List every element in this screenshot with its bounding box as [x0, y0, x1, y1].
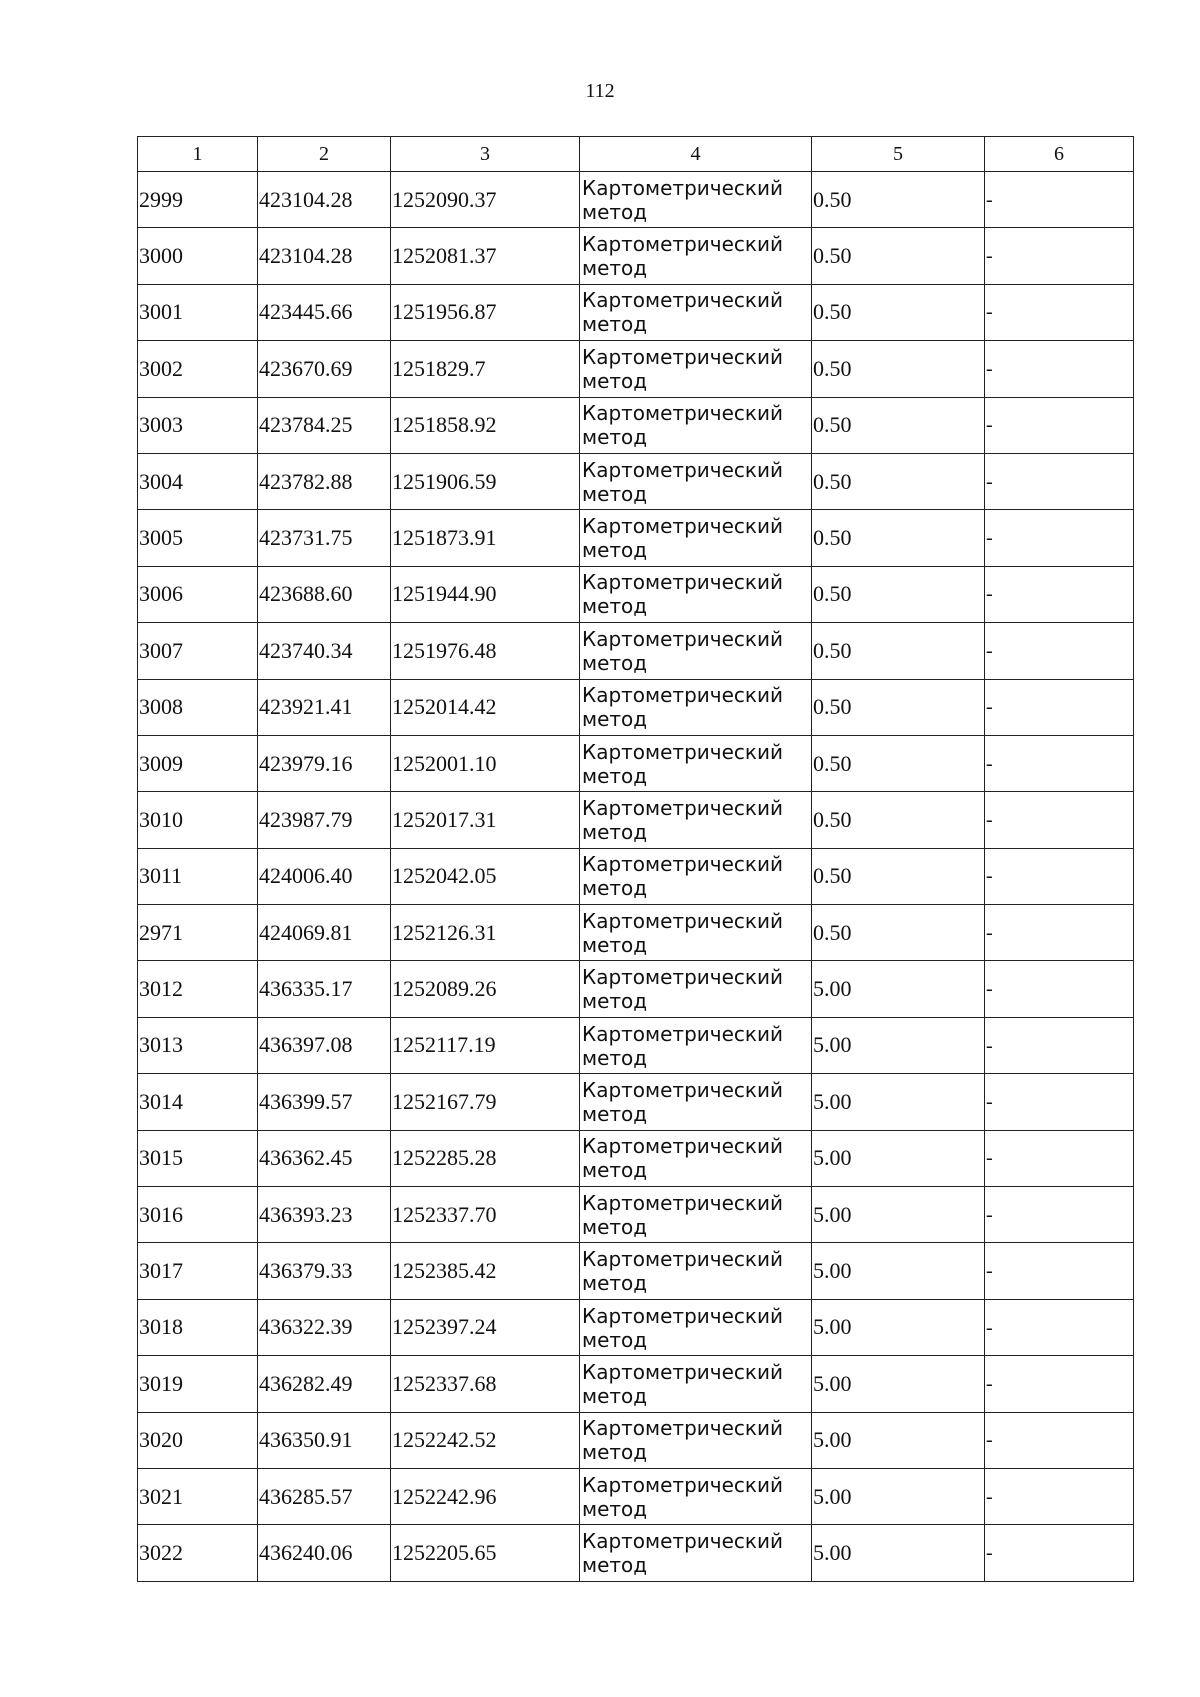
cell-accuracy: 5.00 [812, 1243, 985, 1299]
cell-point: 3018 [138, 1299, 258, 1355]
column-header-2: 2 [258, 137, 391, 172]
cell-note: - [985, 228, 1134, 284]
cell-method [580, 1130, 812, 1186]
cell-x: 436393.23 [258, 1187, 391, 1243]
cell-note: - [985, 1356, 1134, 1412]
cell-point: 3008 [138, 679, 258, 735]
cell-method [580, 1412, 812, 1468]
cell-method [580, 1468, 812, 1524]
cell-x: 436399.57 [258, 1074, 391, 1130]
cell-note: - [985, 341, 1134, 397]
cell-y: 1252001.10 [391, 735, 580, 791]
method-text: Картометрический метод [582, 1529, 783, 1578]
column-header-6: 6 [985, 137, 1134, 172]
cell-note: - [985, 1187, 1134, 1243]
cell-point: 3014 [138, 1074, 258, 1130]
cell-point: 3011 [138, 848, 258, 904]
table-row [138, 1525, 1134, 1581]
cell-accuracy: 0.50 [812, 284, 985, 340]
cell-accuracy: 5.00 [812, 1468, 985, 1524]
cell-y: 1251976.48 [391, 623, 580, 679]
cell-x: 436282.49 [258, 1356, 391, 1412]
table-row [138, 172, 1134, 228]
cell-method [580, 961, 812, 1017]
cell-y: 1251858.92 [391, 397, 580, 453]
table-row [138, 284, 1134, 340]
cell-accuracy: 0.50 [812, 848, 985, 904]
method-text: Картометрический метод [582, 570, 783, 619]
cell-x: 436240.06 [258, 1525, 391, 1581]
cell-note: - [985, 397, 1134, 453]
cell-x: 423731.75 [258, 510, 391, 566]
cell-x: 423987.79 [258, 792, 391, 848]
table-row [138, 905, 1134, 961]
cell-method [580, 397, 812, 453]
cell-method [580, 905, 812, 961]
cell-accuracy: 0.50 [812, 397, 985, 453]
method-text: Картометрический метод [582, 457, 783, 506]
cell-note: - [985, 1468, 1134, 1524]
cell-method [580, 792, 812, 848]
cell-accuracy: 5.00 [812, 1412, 985, 1468]
cell-method [580, 1356, 812, 1412]
cell-x: 423445.66 [258, 284, 391, 340]
cell-y: 1252089.26 [391, 961, 580, 1017]
cell-y: 1252126.31 [391, 905, 580, 961]
table-row [138, 1130, 1134, 1186]
table-row [138, 1356, 1134, 1412]
cell-method [580, 1074, 812, 1130]
cell-accuracy: 5.00 [812, 1356, 985, 1412]
cell-y: 1252081.37 [391, 228, 580, 284]
cell-x: 423782.88 [258, 453, 391, 509]
cell-method [580, 1187, 812, 1243]
cell-point: 3006 [138, 566, 258, 622]
cell-x: 423104.28 [258, 228, 391, 284]
coordinates-table [137, 136, 1134, 1582]
cell-point: 3017 [138, 1243, 258, 1299]
table-row [138, 623, 1134, 679]
cell-point: 3009 [138, 735, 258, 791]
table-row [138, 341, 1134, 397]
cell-x: 436285.57 [258, 1468, 391, 1524]
cell-method [580, 453, 812, 509]
table-row [138, 1017, 1134, 1073]
cell-note: - [985, 1299, 1134, 1355]
cell-y: 1251906.59 [391, 453, 580, 509]
cell-note: - [985, 284, 1134, 340]
method-text: Картометрический метод [582, 344, 783, 393]
cell-point: 3007 [138, 623, 258, 679]
cell-y: 1252205.65 [391, 1525, 580, 1581]
cell-method [580, 1017, 812, 1073]
cell-y: 1252285.28 [391, 1130, 580, 1186]
column-header-3: 3 [391, 137, 580, 172]
cell-y: 1252017.31 [391, 792, 580, 848]
table-row [138, 679, 1134, 735]
cell-x: 423670.69 [258, 341, 391, 397]
cell-accuracy: 5.00 [812, 1299, 985, 1355]
cell-y: 1251944.90 [391, 566, 580, 622]
cell-note: - [985, 623, 1134, 679]
cell-point: 3021 [138, 1468, 258, 1524]
method-text: Картометрический метод [582, 1303, 783, 1352]
cell-accuracy: 0.50 [812, 623, 985, 679]
column-header-4: 4 [580, 137, 812, 172]
cell-point: 3013 [138, 1017, 258, 1073]
table-header [138, 137, 1134, 172]
method-text: Картометрический метод [582, 795, 783, 844]
cell-accuracy: 0.50 [812, 679, 985, 735]
table-row [138, 1243, 1134, 1299]
table-row [138, 735, 1134, 791]
cell-point: 3022 [138, 1525, 258, 1581]
cell-x: 436322.39 [258, 1299, 391, 1355]
method-text: Картометрический метод [582, 626, 783, 675]
cell-x: 436350.91 [258, 1412, 391, 1468]
cell-note: - [985, 510, 1134, 566]
cell-y: 1252117.19 [391, 1017, 580, 1073]
cell-method [580, 848, 812, 904]
table-row [138, 961, 1134, 1017]
cell-note: - [985, 735, 1134, 791]
cell-y: 1251873.91 [391, 510, 580, 566]
method-text: Картометрический метод [582, 232, 783, 281]
cell-y: 1252337.68 [391, 1356, 580, 1412]
method-text: Картометрический метод [582, 1077, 783, 1126]
method-text: Картометрический метод [582, 288, 783, 337]
method-text: Картометрический метод [582, 1190, 783, 1239]
method-text: Картометрический метод [582, 401, 783, 450]
method-text: Картометрический метод [582, 1416, 783, 1465]
cell-accuracy: 5.00 [812, 1074, 985, 1130]
cell-x: 436362.45 [258, 1130, 391, 1186]
cell-note: - [985, 1525, 1134, 1581]
cell-x: 423921.41 [258, 679, 391, 735]
cell-point: 3015 [138, 1130, 258, 1186]
cell-point: 3004 [138, 453, 258, 509]
method-text: Картометрический метод [582, 1359, 783, 1408]
method-text: Картометрический метод [582, 514, 783, 563]
cell-method [580, 735, 812, 791]
cell-note: - [985, 1243, 1134, 1299]
table-row [138, 228, 1134, 284]
cell-note: - [985, 679, 1134, 735]
cell-method [580, 172, 812, 228]
cell-y: 1251956.87 [391, 284, 580, 340]
cell-accuracy: 0.50 [812, 792, 985, 848]
cell-x: 423979.16 [258, 735, 391, 791]
method-text: Картометрический метод [582, 1021, 783, 1070]
cell-x: 424006.40 [258, 848, 391, 904]
cell-accuracy: 0.50 [812, 735, 985, 791]
table-row [138, 510, 1134, 566]
method-text: Картометрический метод [582, 1134, 783, 1183]
cell-note: - [985, 848, 1134, 904]
method-text: Картометрический метод [582, 908, 783, 957]
cell-y: 1252337.70 [391, 1187, 580, 1243]
method-text: Картометрический метод [582, 175, 783, 224]
cell-note: - [985, 172, 1134, 228]
method-text: Картометрический метод [582, 1472, 783, 1521]
cell-y: 1252167.79 [391, 1074, 580, 1130]
header-row [138, 137, 1134, 172]
cell-accuracy: 0.50 [812, 172, 985, 228]
cell-note: - [985, 453, 1134, 509]
table-row [138, 848, 1134, 904]
cell-accuracy: 0.50 [812, 510, 985, 566]
table-row [138, 792, 1134, 848]
cell-accuracy: 5.00 [812, 1525, 985, 1581]
cell-accuracy: 0.50 [812, 228, 985, 284]
table-row [138, 397, 1134, 453]
cell-point: 2999 [138, 172, 258, 228]
cell-accuracy: 0.50 [812, 905, 985, 961]
cell-y: 1252042.05 [391, 848, 580, 904]
cell-method [580, 1243, 812, 1299]
cell-accuracy: 5.00 [812, 961, 985, 1017]
cell-point: 3016 [138, 1187, 258, 1243]
page-number: 112 [585, 80, 615, 102]
table-row [138, 1074, 1134, 1130]
method-text: Картометрический метод [582, 683, 783, 732]
method-text: Картометрический метод [582, 965, 783, 1014]
cell-method [580, 679, 812, 735]
cell-method [580, 341, 812, 397]
column-header-5: 5 [812, 137, 985, 172]
cell-point: 3012 [138, 961, 258, 1017]
table-row [138, 1468, 1134, 1524]
cell-note: - [985, 566, 1134, 622]
cell-point: 3010 [138, 792, 258, 848]
method-text: Картометрический метод [582, 1247, 783, 1296]
table-row [138, 1299, 1134, 1355]
cell-point: 3020 [138, 1412, 258, 1468]
cell-method [580, 510, 812, 566]
cell-method [580, 228, 812, 284]
cell-accuracy: 0.50 [812, 566, 985, 622]
cell-method [580, 1299, 812, 1355]
cell-point: 3002 [138, 341, 258, 397]
cell-accuracy: 0.50 [812, 341, 985, 397]
table-row [138, 1187, 1134, 1243]
cell-y: 1252014.42 [391, 679, 580, 735]
cell-method [580, 284, 812, 340]
cell-x: 423740.34 [258, 623, 391, 679]
cell-point: 3005 [138, 510, 258, 566]
cell-note: - [985, 961, 1134, 1017]
cell-x: 423688.60 [258, 566, 391, 622]
cell-point: 3003 [138, 397, 258, 453]
cell-accuracy: 5.00 [812, 1017, 985, 1073]
method-text: Картометрический метод [582, 739, 783, 788]
table-row [138, 1412, 1134, 1468]
cell-y: 1252090.37 [391, 172, 580, 228]
cell-accuracy: 0.50 [812, 453, 985, 509]
cell-y: 1251829.7 [391, 341, 580, 397]
table-body [138, 172, 1134, 1582]
cell-x: 423104.28 [258, 172, 391, 228]
cell-x: 424069.81 [258, 905, 391, 961]
table-row [138, 453, 1134, 509]
cell-x: 436335.17 [258, 961, 391, 1017]
cell-method [580, 623, 812, 679]
cell-note: - [985, 905, 1134, 961]
cell-point: 2971 [138, 905, 258, 961]
cell-y: 1252242.96 [391, 1468, 580, 1524]
cell-point: 3001 [138, 284, 258, 340]
method-text: Картометрический метод [582, 852, 783, 901]
cell-point: 3019 [138, 1356, 258, 1412]
cell-x: 423784.25 [258, 397, 391, 453]
table-row [138, 566, 1134, 622]
column-header-1: 1 [138, 137, 258, 172]
cell-method [580, 1525, 812, 1581]
cell-y: 1252397.24 [391, 1299, 580, 1355]
cell-note: - [985, 792, 1134, 848]
cell-accuracy: 5.00 [812, 1130, 985, 1186]
cell-x: 436397.08 [258, 1017, 391, 1073]
cell-note: - [985, 1074, 1134, 1130]
cell-y: 1252242.52 [391, 1412, 580, 1468]
cell-x: 436379.33 [258, 1243, 391, 1299]
cell-accuracy: 5.00 [812, 1187, 985, 1243]
cell-note: - [985, 1017, 1134, 1073]
cell-note: - [985, 1130, 1134, 1186]
cell-point: 3000 [138, 228, 258, 284]
cell-method [580, 566, 812, 622]
cell-y: 1252385.42 [391, 1243, 580, 1299]
cell-note: - [985, 1412, 1134, 1468]
